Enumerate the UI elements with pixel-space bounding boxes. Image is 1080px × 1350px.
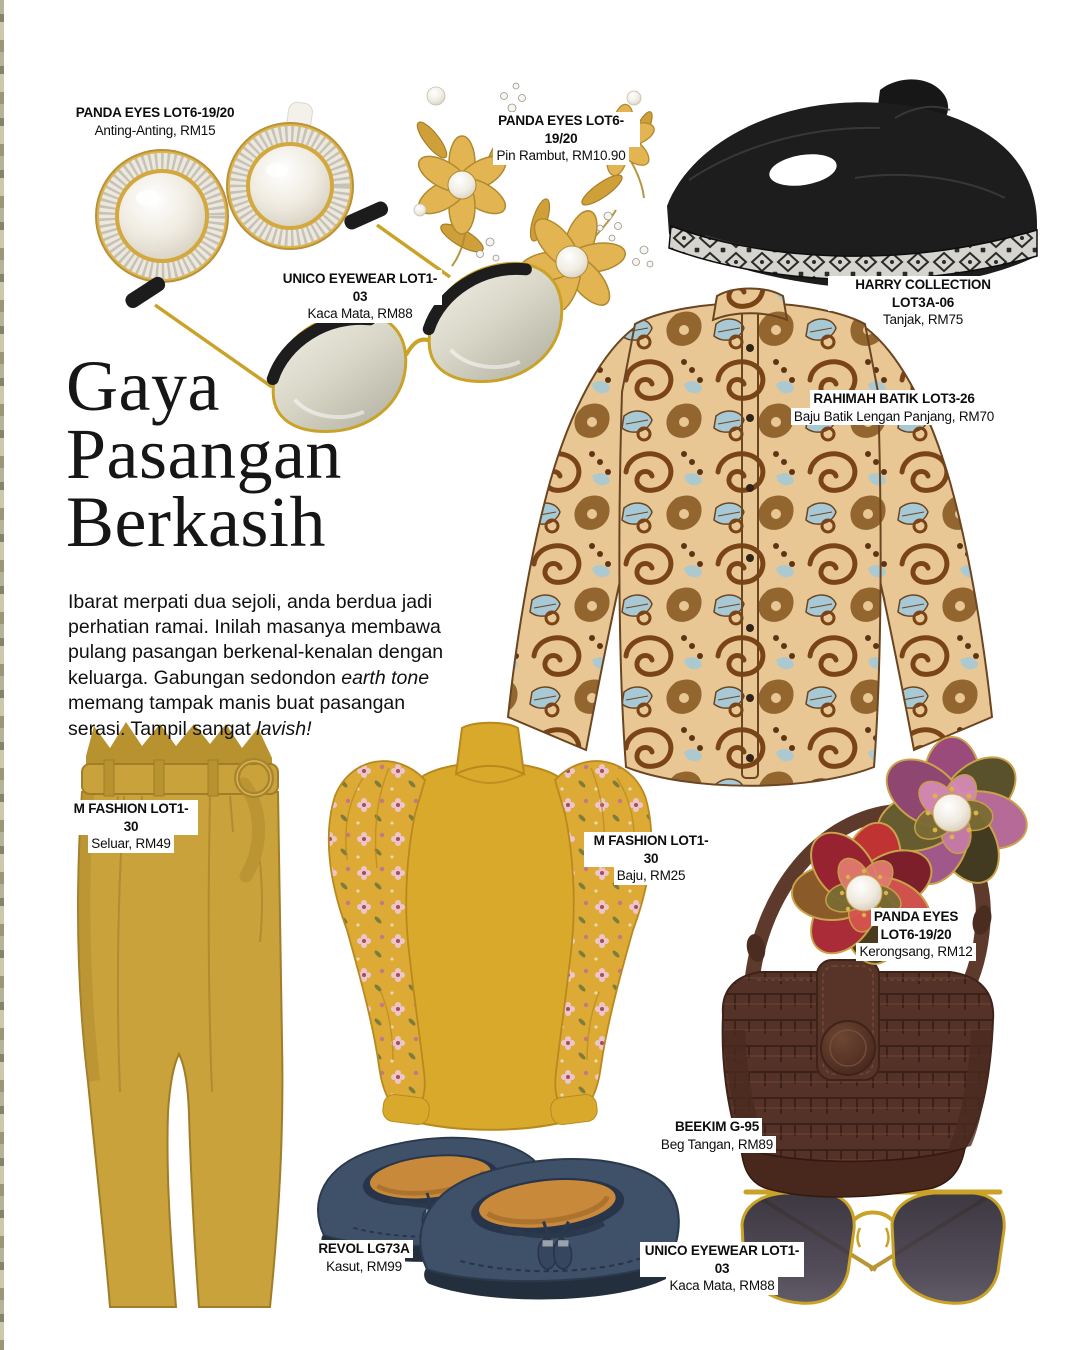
- item-line: Anting-Anting, RM15: [92, 122, 219, 140]
- brand-line: UNICO EYEWEAR LOT1-03: [640, 1242, 804, 1277]
- item-line: Kerongsang, RM12: [856, 943, 975, 961]
- title-line: Pasangan: [66, 414, 342, 494]
- aviator-glasses-label: [640, 1242, 804, 1295]
- intro-italic: lavish!: [256, 717, 312, 740]
- hairpin-label: [482, 112, 640, 165]
- loafers-label: [308, 1240, 420, 1275]
- brand-line: HARRY COLLECTION LOT3A-06: [828, 276, 1018, 311]
- item-line: Seluar, RM49: [88, 835, 173, 853]
- pants-label: [64, 800, 198, 853]
- brand-line: M FASHION LOT1-30: [584, 832, 718, 867]
- item-line: Baju, RM25: [614, 867, 689, 885]
- batik-shirt-label: [790, 390, 998, 425]
- title-line: Gaya: [66, 346, 220, 426]
- page-edge-strip: [0, 0, 4, 1350]
- item-line: Kaca Mata, RM88: [666, 1277, 777, 1295]
- page-title: [66, 346, 342, 562]
- brand-line: LOT6-19/20: [878, 926, 955, 944]
- handbag-label: [654, 1118, 780, 1153]
- item-line: Kasut, RM99: [323, 1258, 405, 1276]
- item-line: Kaca Mata, RM88: [304, 305, 415, 323]
- tanjak-label: [828, 276, 1018, 329]
- item-line: Tanjak, RM75: [880, 311, 966, 329]
- brand-line: REVOL LG73A: [315, 1240, 412, 1258]
- item-line: Beg Tangan, RM89: [658, 1136, 776, 1154]
- brooches-label: [852, 908, 980, 961]
- intro-text: Ibarat merpati dua sejoli, anda berdua jadi perhatian ramai. Inilah masanya membawa pulang pasangan berkenal-kenalan dengan keluarga. Gabungan sedondon: [68, 590, 444, 689]
- cat-eye-glasses-label: [278, 270, 442, 323]
- intro-paragraph: [68, 590, 466, 742]
- item-line: Baju Batik Lengan Panjang, RM70: [791, 408, 997, 426]
- intro-text: memang tampak manis buat pasangan serasi. Tampil sangat: [68, 692, 406, 740]
- earrings-label: [72, 104, 238, 139]
- title-line: Berkasih: [66, 482, 326, 562]
- blouse-label: [584, 832, 718, 885]
- brand-line: UNICO EYEWEAR LOT1-03: [278, 270, 442, 305]
- brand-line: BEEKIM G-95: [672, 1118, 762, 1136]
- tanjak-image: [645, 58, 1045, 293]
- loafers-image: [288, 1108, 693, 1308]
- item-line: Pin Rambut, RM10.90: [493, 147, 628, 165]
- brand-line: RAHIMAH BATIK LOT3-26: [810, 390, 977, 408]
- intro-italic: earth tone: [341, 666, 430, 689]
- brand-line: M FASHION LOT1-30: [64, 800, 198, 835]
- blouse-image: [285, 692, 695, 1142]
- brand-line: PANDA EYES LOT6-19/20: [482, 112, 640, 147]
- brand-line: PANDA EYES: [871, 908, 961, 926]
- brand-line: PANDA EYES LOT6-19/20: [73, 104, 238, 122]
